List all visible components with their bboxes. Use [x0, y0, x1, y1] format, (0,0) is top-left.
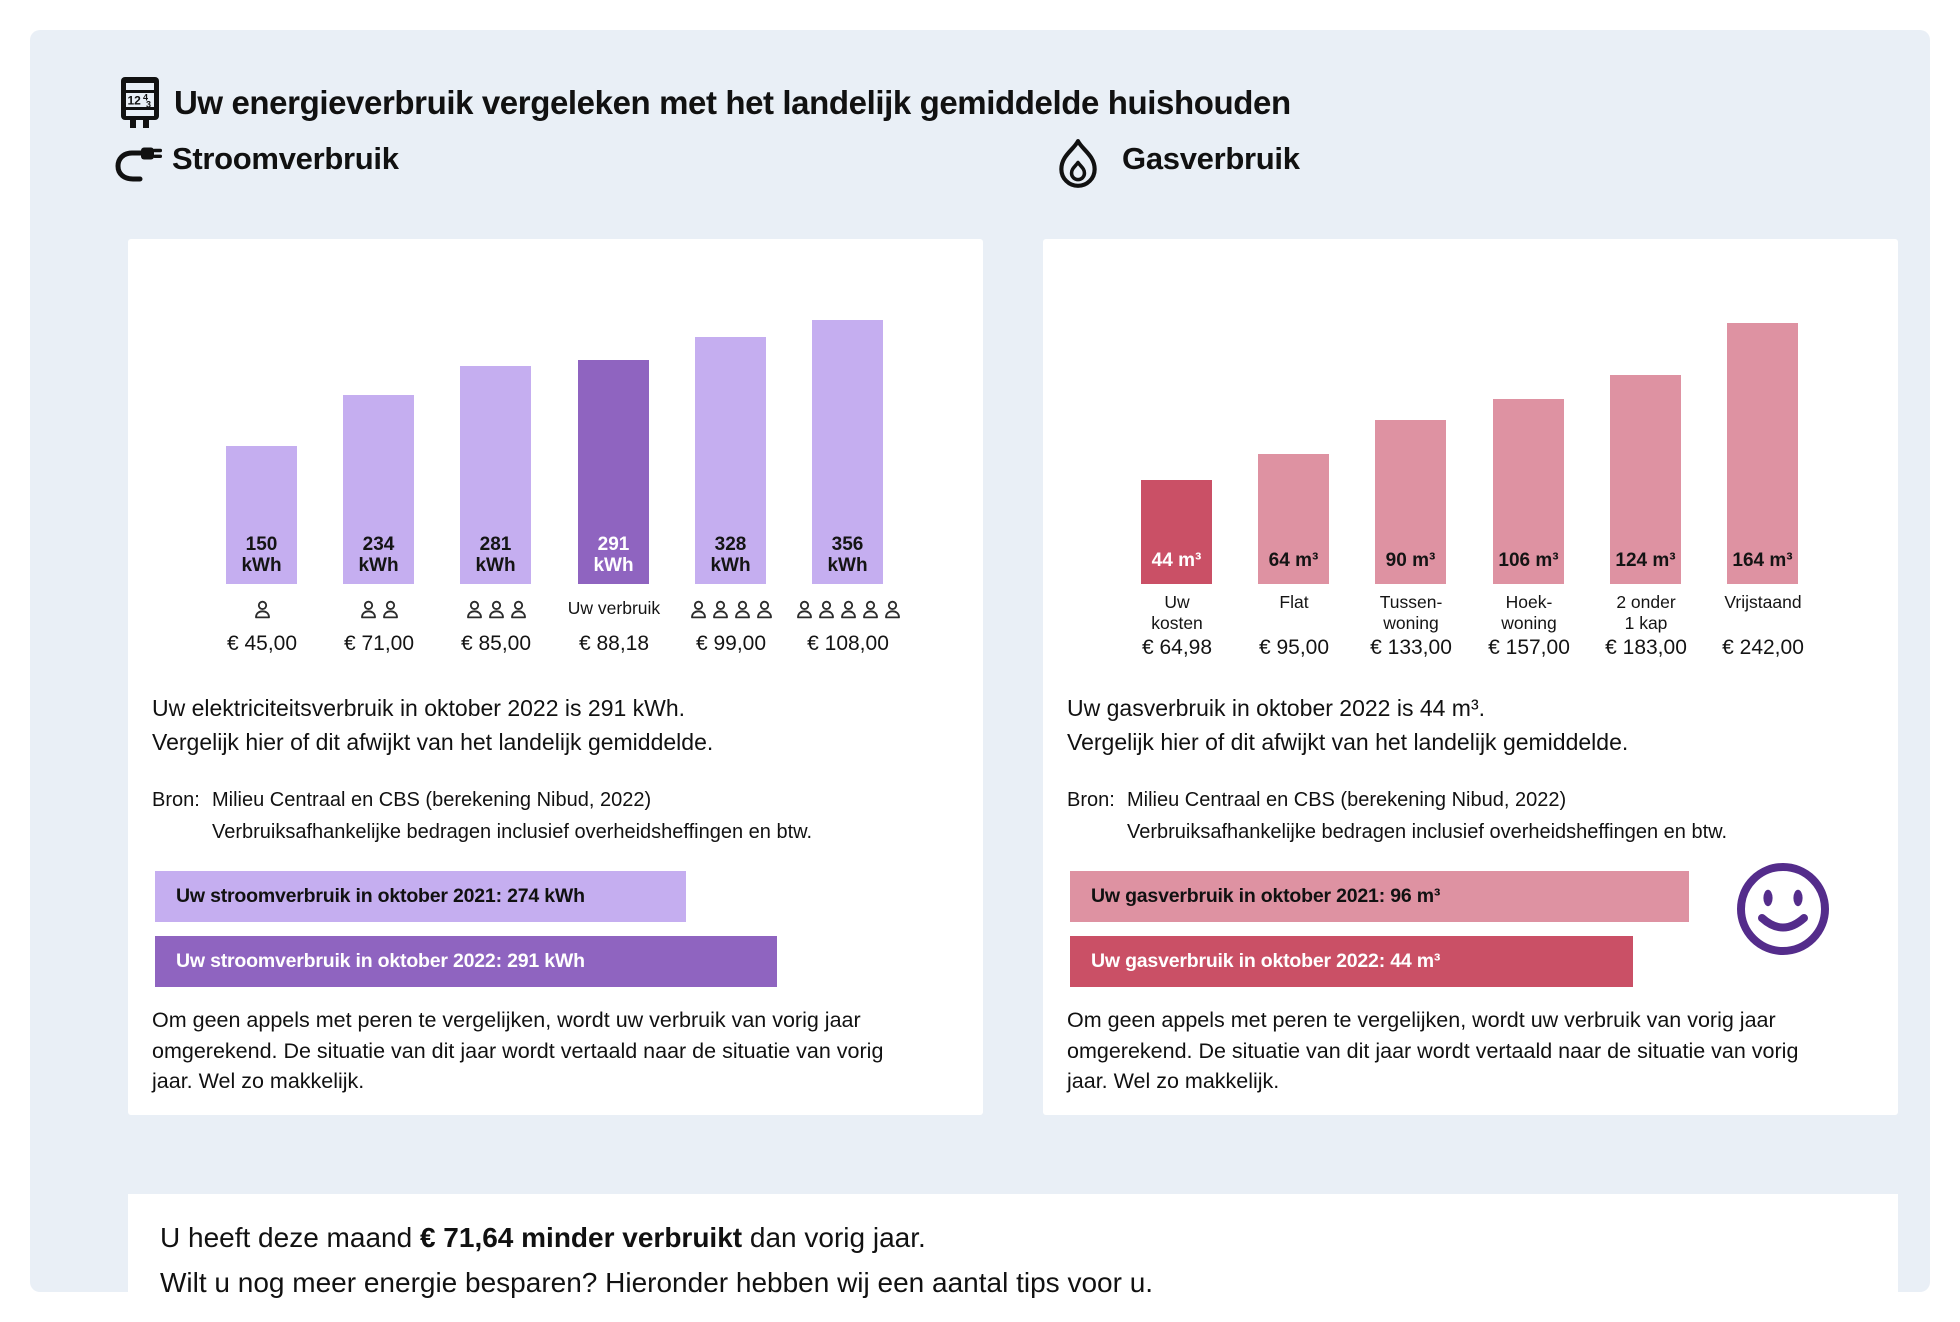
person-icon: [380, 598, 401, 621]
person-icon: [252, 598, 273, 621]
electricity-bar-chart: [128, 239, 983, 584]
person-icon: [358, 598, 379, 621]
person-icon: [464, 598, 485, 621]
cost-label: € 64,98: [1141, 636, 1213, 659]
person-icon: [486, 598, 507, 621]
bar-value-label: 106 m³: [1498, 550, 1559, 571]
source-label: Bron:: [1067, 789, 1115, 811]
person-icon: [732, 598, 753, 621]
electricity-2022-banner: Uw stroomverbruik in oktober 2022: 291 kWh: [155, 936, 777, 987]
electricity-bar-uw-verbruik: [578, 360, 649, 584]
gas-intro-line2: Vergelijk hier of dit afwijkt van het landelijk gemiddelde.: [1067, 729, 1629, 755]
gas-bar-chart: [1043, 239, 1898, 584]
source-line2: Verbruiksafhankelijke bedragen inclusief overheidsheffingen en btw.: [1127, 821, 1728, 843]
gas-column-label: Vrijstaand € 242,00: [1704, 588, 1822, 660]
electricity-column-label: [789, 588, 907, 656]
electricity-section-heading: Stroomverbruik: [172, 141, 399, 176]
source-line2: Verbruiksafhankelijke bedragen inclusief overheidsheffingen en btw.: [212, 821, 813, 843]
gas-bar-tussenwoning: [1375, 420, 1446, 584]
bar-value-label: 124 m³: [1615, 550, 1676, 571]
gas-flame-icon: [1056, 138, 1100, 190]
gas-section-heading: Gasverbruik: [1122, 141, 1300, 176]
savings-amount: € 71,64 minder verbruikt: [419, 1222, 743, 1253]
page-title: Uw energieverbruik vergeleken met het landelijk gemiddelde huishouden: [174, 84, 1291, 121]
person-icon: [688, 598, 709, 621]
bar-value-label: 328 kWh: [710, 534, 751, 576]
svg-text:3: 3: [146, 99, 152, 110]
bar-value-label: 281 kWh: [475, 534, 516, 576]
electricity-intro-line1: Uw elektriciteitsverbruik in oktober 2022 is 291 kWh.: [152, 695, 686, 721]
person-icon: [838, 598, 859, 621]
svg-text:12: 12: [127, 93, 141, 108]
electricity-column-label: [437, 588, 555, 656]
gas-bar-uw-kosten: [1141, 480, 1212, 584]
cost-label: € 133,00: [1370, 636, 1452, 659]
gas-card: [1043, 239, 1898, 1115]
gas-bar-2-onder-1-kap: [1610, 375, 1681, 584]
source-line1: Milieu Centraal en CBS (berekening Nibud, 2022): [1127, 789, 1567, 811]
electricity-bar-5-personen: [812, 320, 883, 584]
savings-summary-band: [128, 1194, 1898, 1322]
gas-bar-vrijstaand: [1727, 323, 1798, 584]
electricity-intro-text: [152, 691, 713, 759]
gas-bar-flat: [1258, 454, 1329, 584]
source-label: Bron:: [152, 789, 200, 811]
gas-2022-banner: Uw gasverbruik in oktober 2022: 44 m³: [1070, 936, 1633, 987]
bar-value-label: 291 kWh: [593, 534, 634, 576]
electricity-footnote: Om geen appels met peren te vergelijken, wordt uw verbruik van vorig jaar omgerekend. De situatie van dit jaar wordt vertaald naar de situatie van vorig jaar. Wel zo makkelijk.: [152, 1008, 884, 1093]
electricity-card: [128, 239, 983, 1115]
cost-label: € 45,00: [226, 632, 298, 655]
gas-column-label: Tussen- woning € 133,00: [1352, 588, 1470, 660]
gas-column-label: Uw kosten € 64,98: [1118, 588, 1236, 660]
person-icon: [508, 598, 529, 621]
cost-label: € 71,00: [343, 632, 415, 655]
cost-label: € 88,18: [578, 632, 650, 655]
svg-text:4: 4: [143, 92, 149, 103]
electricity-column-label: [672, 588, 790, 656]
bar-value-label: 150 kWh: [241, 534, 282, 576]
energy-report-panel: [30, 30, 1930, 1298]
person-icon: [816, 598, 837, 621]
cost-label: € 242,00: [1722, 636, 1804, 659]
gas-source-note: [1067, 784, 1727, 848]
savings-line1: U heeft deze maand € 71,64 minder verbruikt dan vorig jaar.: [160, 1222, 926, 1253]
cost-label: € 85,00: [460, 632, 532, 655]
energy-meter-icon: [118, 75, 162, 129]
bar-value-label: 64 m³: [1268, 550, 1319, 571]
electricity-bar-2-personen: [343, 395, 414, 584]
cost-label: € 99,00: [695, 632, 767, 655]
electricity-2021-banner: Uw stroomverbruik in oktober 2021: 274 kWh: [155, 871, 686, 922]
electricity-column-label: [203, 588, 321, 656]
electricity-column-label: [320, 588, 438, 656]
gas-column-label: Hoek- woning € 157,00: [1470, 588, 1588, 660]
electricity-source-note: [152, 784, 812, 848]
bar-value-label: 44 m³: [1151, 550, 1202, 571]
gas-2021-banner: Uw gasverbruik in oktober 2021: 96 m³: [1070, 871, 1689, 922]
bar-value-label: 234 kWh: [358, 534, 399, 576]
smiley-face-icon: [1733, 859, 1833, 959]
cost-label: € 183,00: [1605, 636, 1687, 659]
electricity-bar-3-personen: [460, 366, 531, 584]
person-icon: [882, 598, 903, 621]
person-icon: [754, 598, 775, 621]
cost-label: € 157,00: [1488, 636, 1570, 659]
savings-line2: Wilt u nog meer energie besparen? Hieronder hebben wij een aantal tips voor u.: [160, 1267, 1154, 1298]
person-icon: [860, 598, 881, 621]
bar-value-label: 164 m³: [1732, 550, 1793, 571]
gas-bar-hoekwoning: [1493, 399, 1564, 584]
gas-column-label: 2 onder 1 kap € 183,00: [1587, 588, 1705, 660]
source-line1: Milieu Centraal en CBS (berekening Nibud, 2022): [212, 789, 652, 811]
cost-label: € 108,00: [807, 632, 889, 655]
electricity-bar-4-personen: [695, 337, 766, 584]
person-icon: [794, 598, 815, 621]
electricity-column-label: Uw verbruik € 88,18: [555, 588, 673, 656]
bar-value-label: 90 m³: [1385, 550, 1436, 571]
gas-footnote: Om geen appels met peren te vergelijken, wordt uw verbruik van vorig jaar omgerekend. De situatie van dit jaar wordt vertaald naar de situatie van vorig jaar. Wel zo makkelijk.: [1067, 1008, 1799, 1093]
bar-value-label: 356 kWh: [827, 534, 868, 576]
electricity-bar-1-persoon: [226, 446, 297, 584]
power-plug-icon: [114, 146, 164, 190]
gas-intro-line1: Uw gasverbruik in oktober 2022 is 44 m³.: [1067, 695, 1486, 721]
cost-label: € 95,00: [1258, 636, 1330, 659]
savings-summary-text: [160, 1215, 1153, 1305]
gas-column-label: Flat € 95,00: [1235, 588, 1353, 660]
electricity-intro-line2: Vergelijk hier of dit afwijkt van het landelijk gemiddelde.: [152, 729, 714, 755]
person-icon: [710, 598, 731, 621]
gas-intro-text: [1067, 691, 1628, 759]
